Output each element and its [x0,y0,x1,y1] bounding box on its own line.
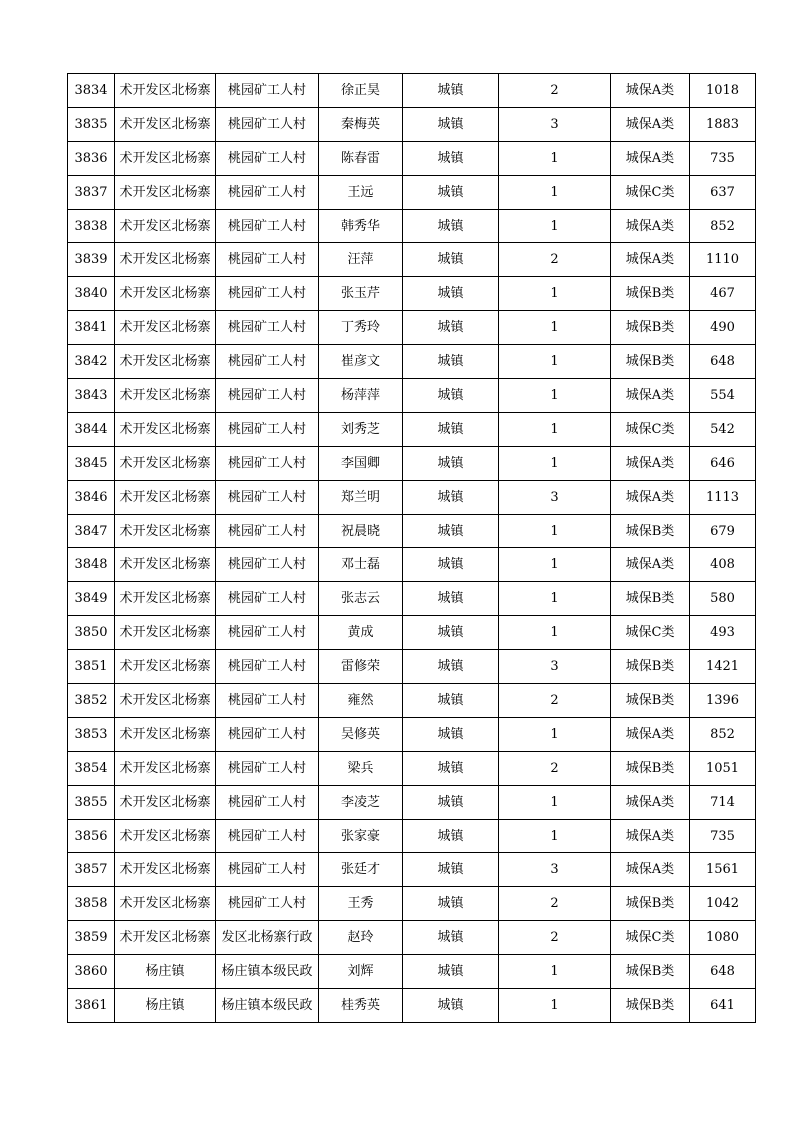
record-id-cell: 3857 [68,853,115,887]
table-row [68,175,756,209]
category-cell: 城保B类 [611,887,690,921]
household-count-cell: 3 [499,853,611,887]
household-count-cell: 2 [499,684,611,718]
district-cell: 术开发区北杨寨 [115,446,216,480]
category-cell: 城保A类 [611,74,690,108]
unit-cell: 桃园矿工人村 [216,616,319,650]
table-row [68,955,756,989]
unit-cell: 桃园矿工人村 [216,379,319,413]
person-name-cell: 秦梅英 [319,107,403,141]
record-id-cell: 3855 [68,785,115,819]
person-name-cell: 张廷才 [319,853,403,887]
amount-cell: 1561 [690,853,756,887]
amount-cell: 852 [690,717,756,751]
unit-cell: 桃园矿工人村 [216,311,319,345]
unit-cell: 桃园矿工人村 [216,209,319,243]
unit-cell: 桃园矿工人村 [216,243,319,277]
unit-cell: 桃园矿工人村 [216,819,319,853]
unit-cell: 桃园矿工人村 [216,141,319,175]
person-name-cell: 桂秀英 [319,989,403,1023]
table-row [68,480,756,514]
district-cell: 术开发区北杨寨 [115,141,216,175]
household-count-cell: 2 [499,751,611,785]
unit-cell: 桃园矿工人村 [216,480,319,514]
record-id-cell: 3835 [68,107,115,141]
person-name-cell: 汪萍 [319,243,403,277]
person-name-cell: 李凌芝 [319,785,403,819]
amount-cell: 1421 [690,650,756,684]
record-id-cell: 3844 [68,412,115,446]
household-count-cell: 1 [499,819,611,853]
district-cell: 术开发区北杨寨 [115,819,216,853]
household-count-cell: 1 [499,785,611,819]
category-cell: 城保C类 [611,616,690,650]
category-cell: 城保A类 [611,480,690,514]
category-cell: 城保C类 [611,175,690,209]
person-name-cell: 陈春雷 [319,141,403,175]
household-count-cell: 1 [499,175,611,209]
district-cell: 术开发区北杨寨 [115,616,216,650]
district-cell: 术开发区北杨寨 [115,277,216,311]
district-cell: 术开发区北杨寨 [115,717,216,751]
amount-cell: 542 [690,412,756,446]
unit-cell: 桃园矿工人村 [216,107,319,141]
residence-type-cell: 城镇 [403,616,499,650]
district-cell: 术开发区北杨寨 [115,480,216,514]
amount-cell: 1018 [690,74,756,108]
district-cell: 术开发区北杨寨 [115,887,216,921]
household-count-cell: 2 [499,243,611,277]
household-count-cell: 1 [499,514,611,548]
record-id-cell: 3852 [68,684,115,718]
table-row [68,548,756,582]
household-count-cell: 1 [499,311,611,345]
household-count-cell: 1 [499,277,611,311]
person-name-cell: 韩秀华 [319,209,403,243]
amount-cell: 493 [690,616,756,650]
amount-cell: 554 [690,379,756,413]
record-id-cell: 3834 [68,74,115,108]
district-cell: 术开发区北杨寨 [115,74,216,108]
record-id-cell: 3839 [68,243,115,277]
district-cell: 术开发区北杨寨 [115,548,216,582]
table-row [68,311,756,345]
household-count-cell: 1 [499,379,611,413]
person-name-cell: 丁秀玲 [319,311,403,345]
person-name-cell: 雍然 [319,684,403,718]
table-row [68,684,756,718]
record-id-cell: 3849 [68,582,115,616]
district-cell: 杨庄镇 [115,955,216,989]
table-row [68,819,756,853]
residence-type-cell: 城镇 [403,74,499,108]
table-row [68,379,756,413]
person-name-cell: 李国卿 [319,446,403,480]
record-id-cell: 3838 [68,209,115,243]
table-row [68,785,756,819]
residence-type-cell: 城镇 [403,209,499,243]
unit-cell: 桃园矿工人村 [216,887,319,921]
person-name-cell: 杨萍萍 [319,379,403,413]
table-row [68,717,756,751]
person-name-cell: 徐正昊 [319,74,403,108]
amount-cell: 735 [690,819,756,853]
unit-cell: 桃园矿工人村 [216,74,319,108]
residence-type-cell: 城镇 [403,446,499,480]
household-count-cell: 1 [499,446,611,480]
table-row [68,582,756,616]
person-name-cell: 郑兰明 [319,480,403,514]
household-count-cell: 1 [499,616,611,650]
category-cell: 城保B类 [611,514,690,548]
residence-type-cell: 城镇 [403,955,499,989]
table-row [68,446,756,480]
category-cell: 城保B类 [611,989,690,1023]
category-cell: 城保B类 [611,650,690,684]
category-cell: 城保B类 [611,311,690,345]
residence-type-cell: 城镇 [403,311,499,345]
table-row [68,209,756,243]
amount-cell: 1113 [690,480,756,514]
amount-cell: 1051 [690,751,756,785]
amount-cell: 1883 [690,107,756,141]
category-cell: 城保A类 [611,853,690,887]
person-name-cell: 赵玲 [319,921,403,955]
table-row [68,921,756,955]
record-id-cell: 3841 [68,311,115,345]
category-cell: 城保A类 [611,243,690,277]
record-id-cell: 3859 [68,921,115,955]
district-cell: 术开发区北杨寨 [115,650,216,684]
amount-cell: 1042 [690,887,756,921]
unit-cell: 桃园矿工人村 [216,412,319,446]
record-id-cell: 3854 [68,751,115,785]
unit-cell: 桃园矿工人村 [216,514,319,548]
table-row [68,74,756,108]
residence-type-cell: 城镇 [403,582,499,616]
amount-cell: 580 [690,582,756,616]
record-id-cell: 3856 [68,819,115,853]
table-row [68,345,756,379]
unit-cell: 桃园矿工人村 [216,650,319,684]
person-name-cell: 张志云 [319,582,403,616]
unit-cell: 桃园矿工人村 [216,717,319,751]
record-id-cell: 3840 [68,277,115,311]
category-cell: 城保A类 [611,107,690,141]
district-cell: 术开发区北杨寨 [115,175,216,209]
unit-cell: 桃园矿工人村 [216,548,319,582]
unit-cell: 桃园矿工人村 [216,582,319,616]
district-cell: 术开发区北杨寨 [115,751,216,785]
person-name-cell: 崔彦文 [319,345,403,379]
category-cell: 城保B类 [611,345,690,379]
amount-cell: 648 [690,955,756,989]
residence-type-cell: 城镇 [403,684,499,718]
household-count-cell: 1 [499,141,611,175]
household-count-cell: 1 [499,345,611,379]
person-name-cell: 邓士磊 [319,548,403,582]
residence-type-cell: 城镇 [403,853,499,887]
unit-cell: 发区北杨寨行政 [216,921,319,955]
residence-type-cell: 城镇 [403,480,499,514]
district-cell: 术开发区北杨寨 [115,311,216,345]
table-body [68,74,756,1023]
amount-cell: 490 [690,311,756,345]
person-name-cell: 梁兵 [319,751,403,785]
residence-type-cell: 城镇 [403,887,499,921]
table-row [68,616,756,650]
table-row [68,650,756,684]
category-cell: 城保C类 [611,412,690,446]
category-cell: 城保B类 [611,684,690,718]
residence-type-cell: 城镇 [403,175,499,209]
person-name-cell: 黄成 [319,616,403,650]
district-cell: 术开发区北杨寨 [115,582,216,616]
person-name-cell: 王秀 [319,887,403,921]
unit-cell: 桃园矿工人村 [216,751,319,785]
person-name-cell: 吴修英 [319,717,403,751]
residence-type-cell: 城镇 [403,785,499,819]
table-row [68,412,756,446]
unit-cell: 桃园矿工人村 [216,853,319,887]
residence-type-cell: 城镇 [403,650,499,684]
household-count-cell: 1 [499,717,611,751]
person-name-cell: 刘秀芝 [319,412,403,446]
residence-type-cell: 城镇 [403,717,499,751]
residence-type-cell: 城镇 [403,141,499,175]
household-count-cell: 3 [499,650,611,684]
district-cell: 术开发区北杨寨 [115,107,216,141]
category-cell: 城保A类 [611,141,690,175]
table-row [68,853,756,887]
category-cell: 城保B类 [611,955,690,989]
category-cell: 城保A类 [611,209,690,243]
district-cell: 术开发区北杨寨 [115,345,216,379]
person-name-cell: 祝晨晓 [319,514,403,548]
household-count-cell: 2 [499,887,611,921]
district-cell: 术开发区北杨寨 [115,853,216,887]
record-id-cell: 3845 [68,446,115,480]
amount-cell: 637 [690,175,756,209]
residence-type-cell: 城镇 [403,412,499,446]
category-cell: 城保A类 [611,785,690,819]
record-id-cell: 3848 [68,548,115,582]
record-id-cell: 3847 [68,514,115,548]
household-count-cell: 1 [499,989,611,1023]
record-id-cell: 3861 [68,989,115,1023]
person-name-cell: 张玉芹 [319,277,403,311]
household-count-cell: 1 [499,412,611,446]
record-id-cell: 3860 [68,955,115,989]
household-count-cell: 1 [499,955,611,989]
table-row [68,243,756,277]
residence-type-cell: 城镇 [403,345,499,379]
person-name-cell: 雷修荣 [319,650,403,684]
table-row [68,751,756,785]
household-count-cell: 3 [499,480,611,514]
amount-cell: 641 [690,989,756,1023]
residence-type-cell: 城镇 [403,921,499,955]
district-cell: 术开发区北杨寨 [115,379,216,413]
residence-type-cell: 城镇 [403,548,499,582]
assistance-roster-table [67,73,756,1023]
unit-cell: 桃园矿工人村 [216,175,319,209]
amount-cell: 679 [690,514,756,548]
table-row [68,141,756,175]
unit-cell: 桃园矿工人村 [216,446,319,480]
district-cell: 术开发区北杨寨 [115,243,216,277]
category-cell: 城保A类 [611,717,690,751]
amount-cell: 735 [690,141,756,175]
record-id-cell: 3836 [68,141,115,175]
category-cell: 城保A类 [611,379,690,413]
category-cell: 城保C类 [611,921,690,955]
unit-cell: 杨庄镇本级民政 [216,989,319,1023]
residence-type-cell: 城镇 [403,751,499,785]
amount-cell: 648 [690,345,756,379]
table-row [68,107,756,141]
record-id-cell: 3842 [68,345,115,379]
district-cell: 术开发区北杨寨 [115,209,216,243]
unit-cell: 杨庄镇本级民政 [216,955,319,989]
residence-type-cell: 城镇 [403,107,499,141]
record-id-cell: 3843 [68,379,115,413]
amount-cell: 646 [690,446,756,480]
table-row [68,989,756,1023]
residence-type-cell: 城镇 [403,379,499,413]
household-count-cell: 1 [499,582,611,616]
district-cell: 术开发区北杨寨 [115,785,216,819]
amount-cell: 467 [690,277,756,311]
person-name-cell: 王远 [319,175,403,209]
category-cell: 城保B类 [611,751,690,785]
residence-type-cell: 城镇 [403,819,499,853]
record-id-cell: 3837 [68,175,115,209]
category-cell: 城保B类 [611,582,690,616]
category-cell: 城保B类 [611,277,690,311]
category-cell: 城保A类 [611,548,690,582]
amount-cell: 408 [690,548,756,582]
residence-type-cell: 城镇 [403,243,499,277]
amount-cell: 1396 [690,684,756,718]
household-count-cell: 1 [499,209,611,243]
record-id-cell: 3846 [68,480,115,514]
category-cell: 城保A类 [611,446,690,480]
residence-type-cell: 城镇 [403,277,499,311]
unit-cell: 桃园矿工人村 [216,277,319,311]
residence-type-cell: 城镇 [403,514,499,548]
table-row [68,277,756,311]
district-cell: 术开发区北杨寨 [115,412,216,446]
household-count-cell: 2 [499,921,611,955]
record-id-cell: 3850 [68,616,115,650]
amount-cell: 852 [690,209,756,243]
person-name-cell: 张家豪 [319,819,403,853]
household-count-cell: 3 [499,107,611,141]
district-cell: 术开发区北杨寨 [115,684,216,718]
record-id-cell: 3853 [68,717,115,751]
category-cell: 城保A类 [611,819,690,853]
amount-cell: 1080 [690,921,756,955]
household-count-cell: 1 [499,548,611,582]
person-name-cell: 刘辉 [319,955,403,989]
table-row [68,887,756,921]
record-id-cell: 3858 [68,887,115,921]
residence-type-cell: 城镇 [403,989,499,1023]
amount-cell: 1110 [690,243,756,277]
table-row [68,514,756,548]
district-cell: 杨庄镇 [115,989,216,1023]
district-cell: 术开发区北杨寨 [115,514,216,548]
unit-cell: 桃园矿工人村 [216,345,319,379]
household-count-cell: 2 [499,74,611,108]
unit-cell: 桃园矿工人村 [216,785,319,819]
unit-cell: 桃园矿工人村 [216,684,319,718]
record-id-cell: 3851 [68,650,115,684]
amount-cell: 714 [690,785,756,819]
district-cell: 术开发区北杨寨 [115,921,216,955]
